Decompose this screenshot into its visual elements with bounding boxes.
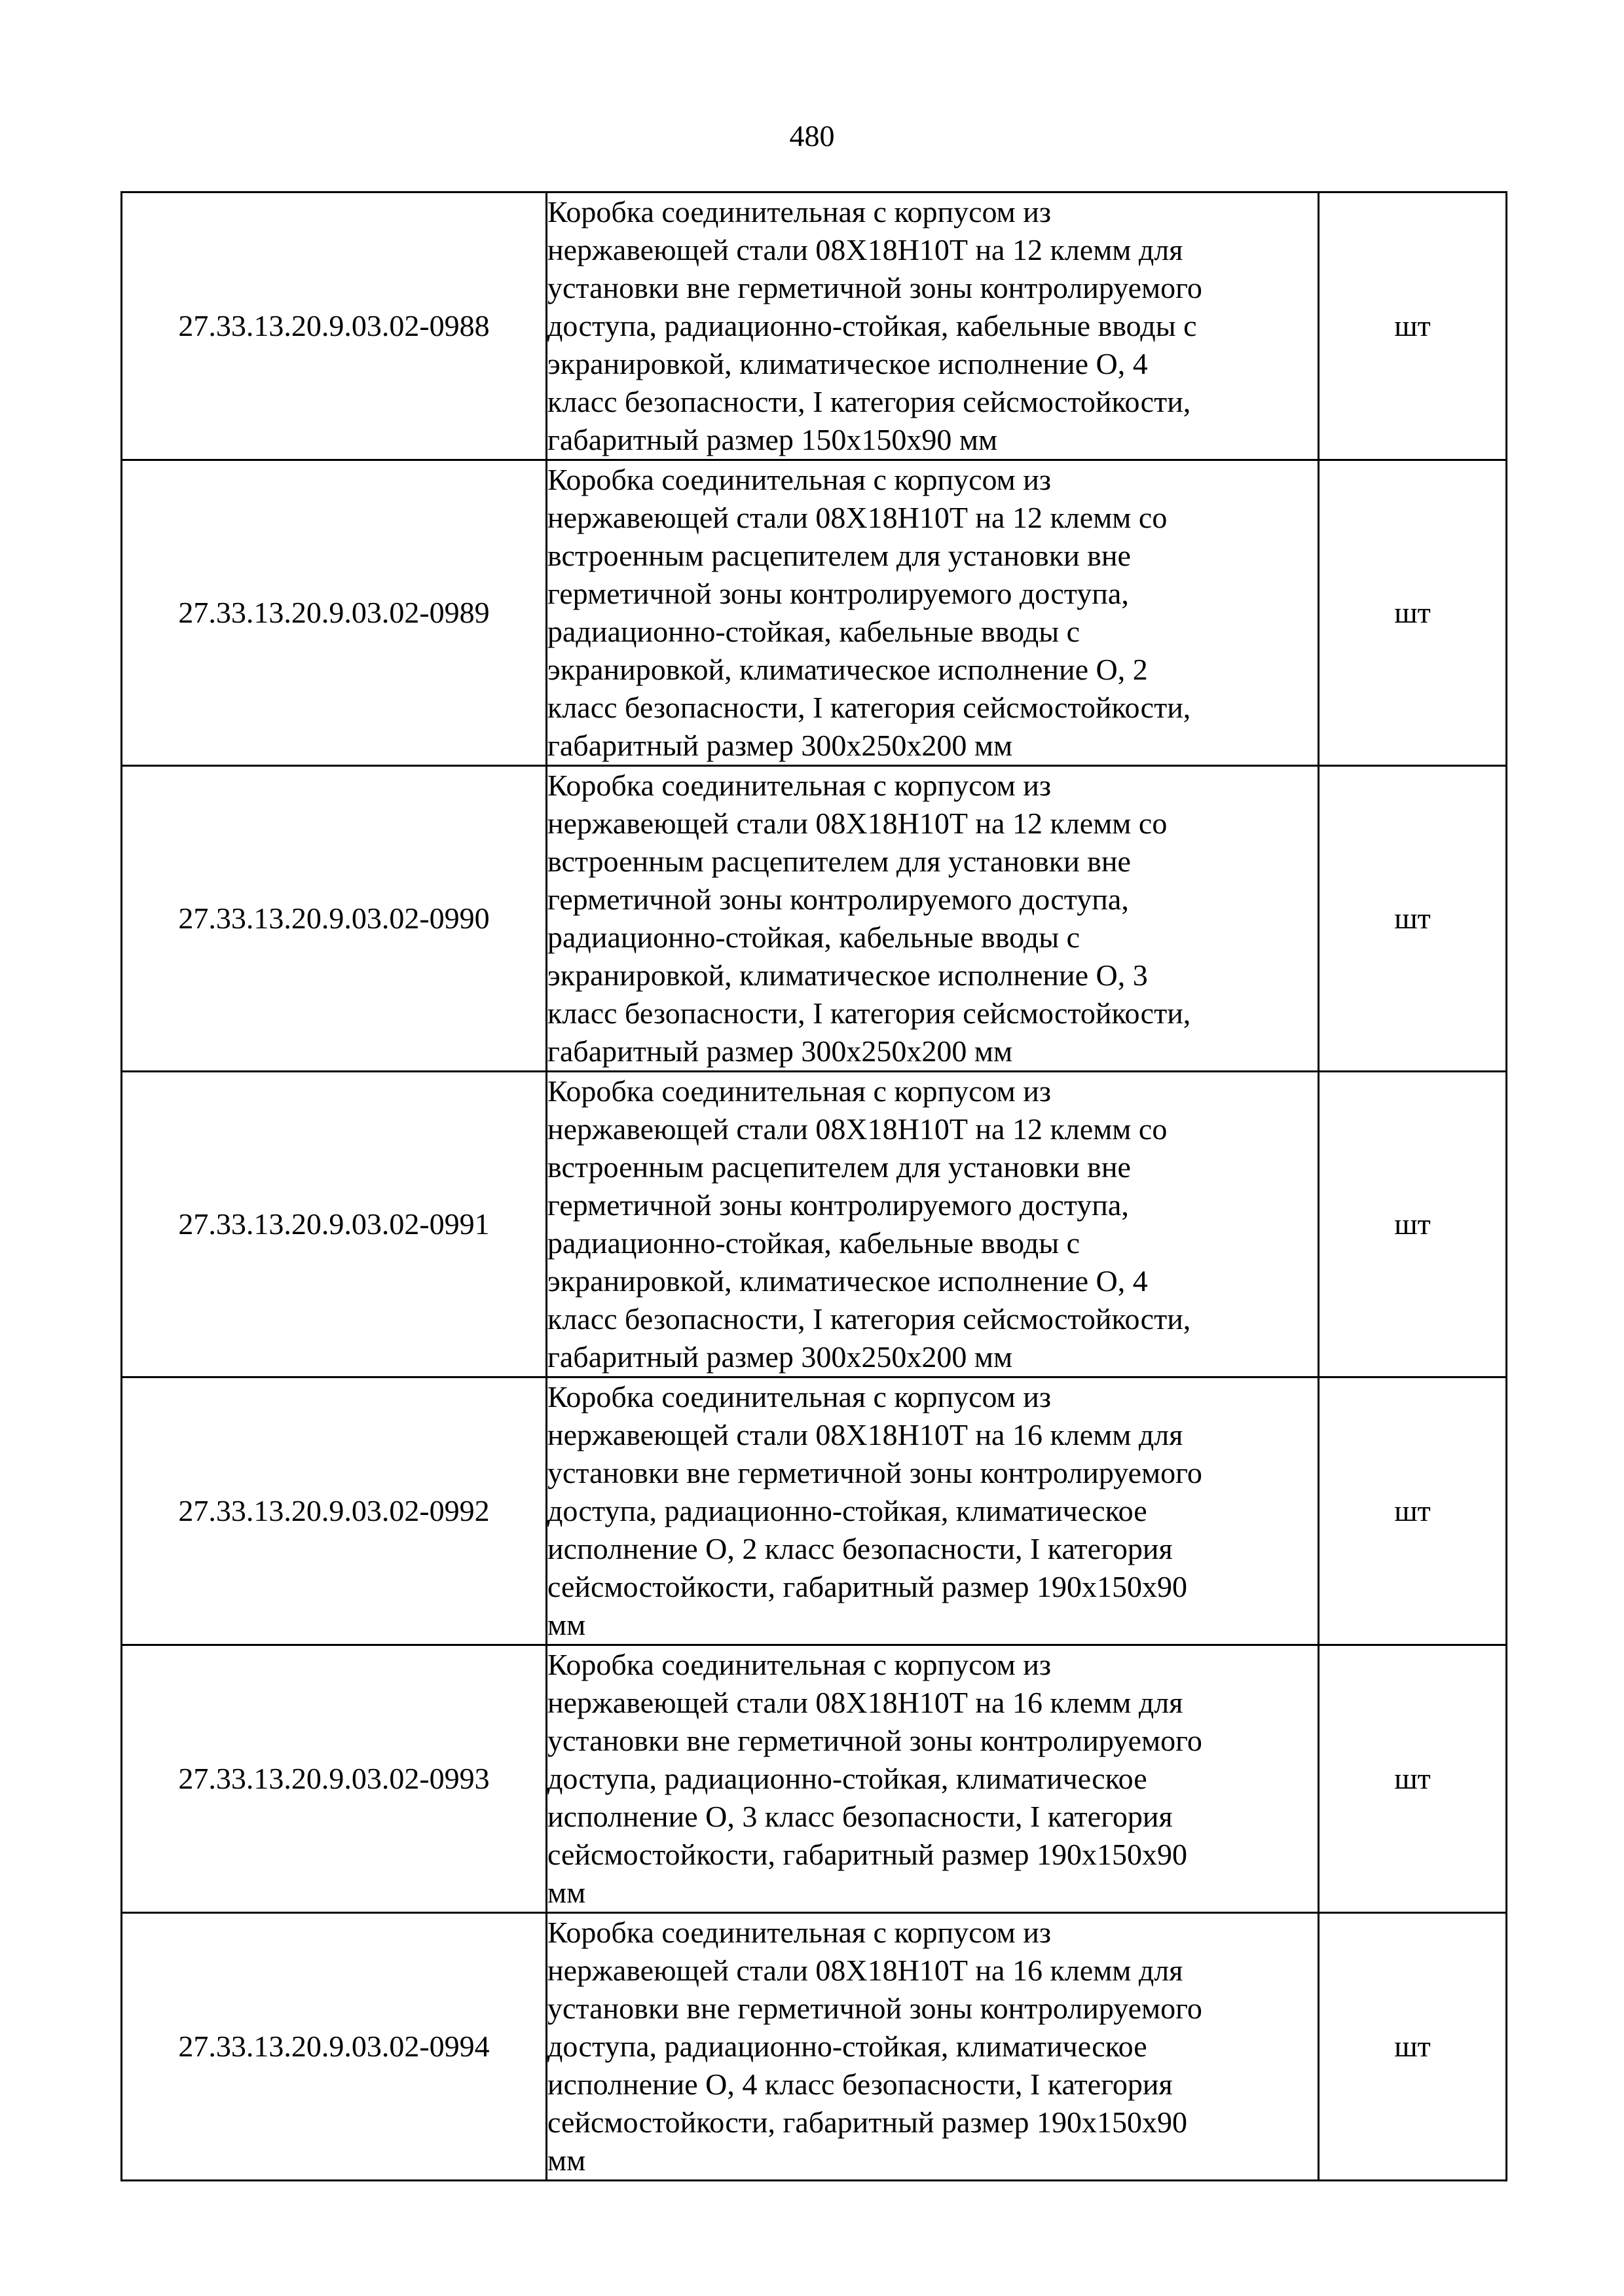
resource-description-cell bbox=[547, 460, 1319, 766]
description-line: радиационно-стойкая, кабельные вводы с bbox=[547, 1226, 1080, 1260]
description-line: доступа, радиационно-стойкая, кабельные вводы с bbox=[547, 309, 1197, 342]
description-line: класс безопасности, I категория сейсмостойкости, bbox=[547, 691, 1191, 724]
description-line: герметичной зоны контролируемого доступа, bbox=[547, 1188, 1129, 1222]
description-line: установки вне герметичной зоны контролируемого bbox=[547, 1456, 1202, 1489]
description-line: экранировкой, климатическое исполнение О, 2 bbox=[547, 653, 1148, 686]
description-line: габаритный размер 300х250х200 мм bbox=[547, 1340, 1013, 1374]
resource-description-cell bbox=[547, 1645, 1319, 1913]
description-line: герметичной зоны контролируемого доступа, bbox=[547, 577, 1129, 610]
unit-cell: шт bbox=[1319, 1377, 1507, 1645]
description-line: нержавеющей стали 08Х18Н10Т на 16 клемм для bbox=[547, 1686, 1183, 1719]
description-line: исполнение О, 2 класс безопасности, I категория bbox=[547, 1532, 1173, 1565]
description-line: встроенным расцепителем для установки вне bbox=[547, 539, 1131, 572]
description-line: сейсмостойкости, габаритный размер 190х150х90 bbox=[547, 1838, 1187, 1871]
description-line: нержавеющей стали 08Х18Н10Т на 16 клемм для bbox=[547, 1418, 1183, 1451]
description-line: габаритный размер 300х250х200 мм bbox=[547, 1034, 1013, 1068]
resource-code-cell: 27.33.13.20.9.03.02-0990 bbox=[122, 766, 547, 1072]
table-row bbox=[122, 1072, 1507, 1377]
description-line: Коробка соединительная с корпусом из bbox=[547, 1074, 1052, 1108]
description-line: класс безопасности, I категория сейсмостойкости, bbox=[547, 996, 1191, 1030]
description-line: мм bbox=[547, 2143, 586, 2177]
description-line: сейсмостойкости, габаритный размер 190х150х90 bbox=[547, 2105, 1187, 2139]
description-line: класс безопасности, I категория сейсмостойкости, bbox=[547, 1302, 1191, 1336]
description-line: Коробка соединительная с корпусом из bbox=[547, 1380, 1052, 1413]
description-line: установки вне герметичной зоны контролируемого bbox=[547, 1724, 1202, 1757]
resource-code-cell: 27.33.13.20.9.03.02-0991 bbox=[122, 1072, 547, 1377]
unit-cell: шт bbox=[1319, 1913, 1507, 2181]
description-line: нержавеющей стали 08Х18Н10Т на 12 клемм со bbox=[547, 1112, 1168, 1146]
description-line: мм bbox=[547, 1876, 586, 1909]
table-row bbox=[122, 460, 1507, 766]
description-line: класс безопасности, I категория сейсмостойкости, bbox=[547, 385, 1191, 418]
resource-code-cell: 27.33.13.20.9.03.02-0992 bbox=[122, 1377, 547, 1645]
description-line: исполнение О, 3 класс безопасности, I категория bbox=[547, 1800, 1173, 1833]
description-line: габаритный размер 300х250х200 мм bbox=[547, 729, 1013, 762]
resource-code-cell: 27.33.13.20.9.03.02-0989 bbox=[122, 460, 547, 766]
description-line: доступа, радиационно-стойкая, климатическое bbox=[547, 1762, 1147, 1795]
description-line: доступа, радиационно-стойкая, климатическое bbox=[547, 1494, 1147, 1527]
description-line: Коробка соединительная с корпусом из bbox=[547, 1648, 1052, 1681]
description-line: исполнение О, 4 класс безопасности, I категория bbox=[547, 2068, 1173, 2101]
resource-description-cell bbox=[547, 766, 1319, 1072]
description-line: нержавеющей стали 08Х18Н10Т на 12 клемм со bbox=[547, 501, 1168, 534]
description-line: герметичной зоны контролируемого доступа, bbox=[547, 883, 1129, 916]
resource-description-cell bbox=[547, 1377, 1319, 1645]
unit-cell: шт bbox=[1319, 1072, 1507, 1377]
page-number: 480 bbox=[789, 119, 835, 153]
unit-cell: шт bbox=[1319, 192, 1507, 460]
description-line: сейсмостойкости, габаритный размер 190х150х90 bbox=[547, 1570, 1187, 1603]
description-line: установки вне герметичной зоны контролируемого bbox=[547, 271, 1202, 304]
description-line: Коробка соединительная с корпусом из bbox=[547, 1916, 1052, 1949]
resource-description-cell bbox=[547, 1072, 1319, 1377]
resource-table bbox=[120, 191, 1507, 2181]
description-line: экранировкой, климатическое исполнение О, 4 bbox=[547, 1264, 1148, 1298]
resource-description-cell bbox=[547, 1913, 1319, 2181]
table-row bbox=[122, 1645, 1507, 1913]
table-row bbox=[122, 766, 1507, 1072]
description-line: установки вне герметичной зоны контролируемого bbox=[547, 1992, 1202, 2025]
description-line: Коробка соединительная с корпусом из bbox=[547, 769, 1052, 802]
description-line: мм bbox=[547, 1608, 586, 1641]
table-row bbox=[122, 192, 1507, 460]
description-line: встроенным расцепителем для установки вне bbox=[547, 1150, 1131, 1184]
description-line: нержавеющей стали 08Х18Н10Т на 12 клемм со bbox=[547, 807, 1168, 840]
description-line: экранировкой, климатическое исполнение О, 3 bbox=[547, 958, 1148, 992]
description-line: Коробка соединительная с корпусом из bbox=[547, 195, 1052, 228]
description-line: нержавеющей стали 08Х18Н10Т на 16 клемм для bbox=[547, 1954, 1183, 1987]
table-body bbox=[122, 192, 1507, 2181]
unit-cell: шт bbox=[1319, 1645, 1507, 1913]
description-line: экранировкой, климатическое исполнение О, 4 bbox=[547, 347, 1148, 380]
resource-code-cell: 27.33.13.20.9.03.02-0988 bbox=[122, 192, 547, 460]
resource-code-cell: 27.33.13.20.9.03.02-0993 bbox=[122, 1645, 547, 1913]
unit-cell: шт bbox=[1319, 460, 1507, 766]
unit-cell: шт bbox=[1319, 766, 1507, 1072]
description-line: нержавеющей стали 08Х18Н10Т на 12 клемм для bbox=[547, 233, 1183, 266]
description-line: Коробка соединительная с корпусом из bbox=[547, 463, 1052, 496]
description-line: радиационно-стойкая, кабельные вводы с bbox=[547, 615, 1080, 648]
resource-code-cell: 27.33.13.20.9.03.02-0994 bbox=[122, 1913, 547, 2181]
description-line: встроенным расцепителем для установки вне bbox=[547, 845, 1131, 878]
table-row bbox=[122, 1377, 1507, 1645]
table-row bbox=[122, 1913, 1507, 2181]
description-line: габаритный размер 150х150х90 мм bbox=[547, 423, 998, 456]
description-line: доступа, радиационно-стойкая, климатическое bbox=[547, 2030, 1147, 2063]
resource-description-cell bbox=[547, 192, 1319, 460]
description-line: радиационно-стойкая, кабельные вводы с bbox=[547, 920, 1080, 954]
